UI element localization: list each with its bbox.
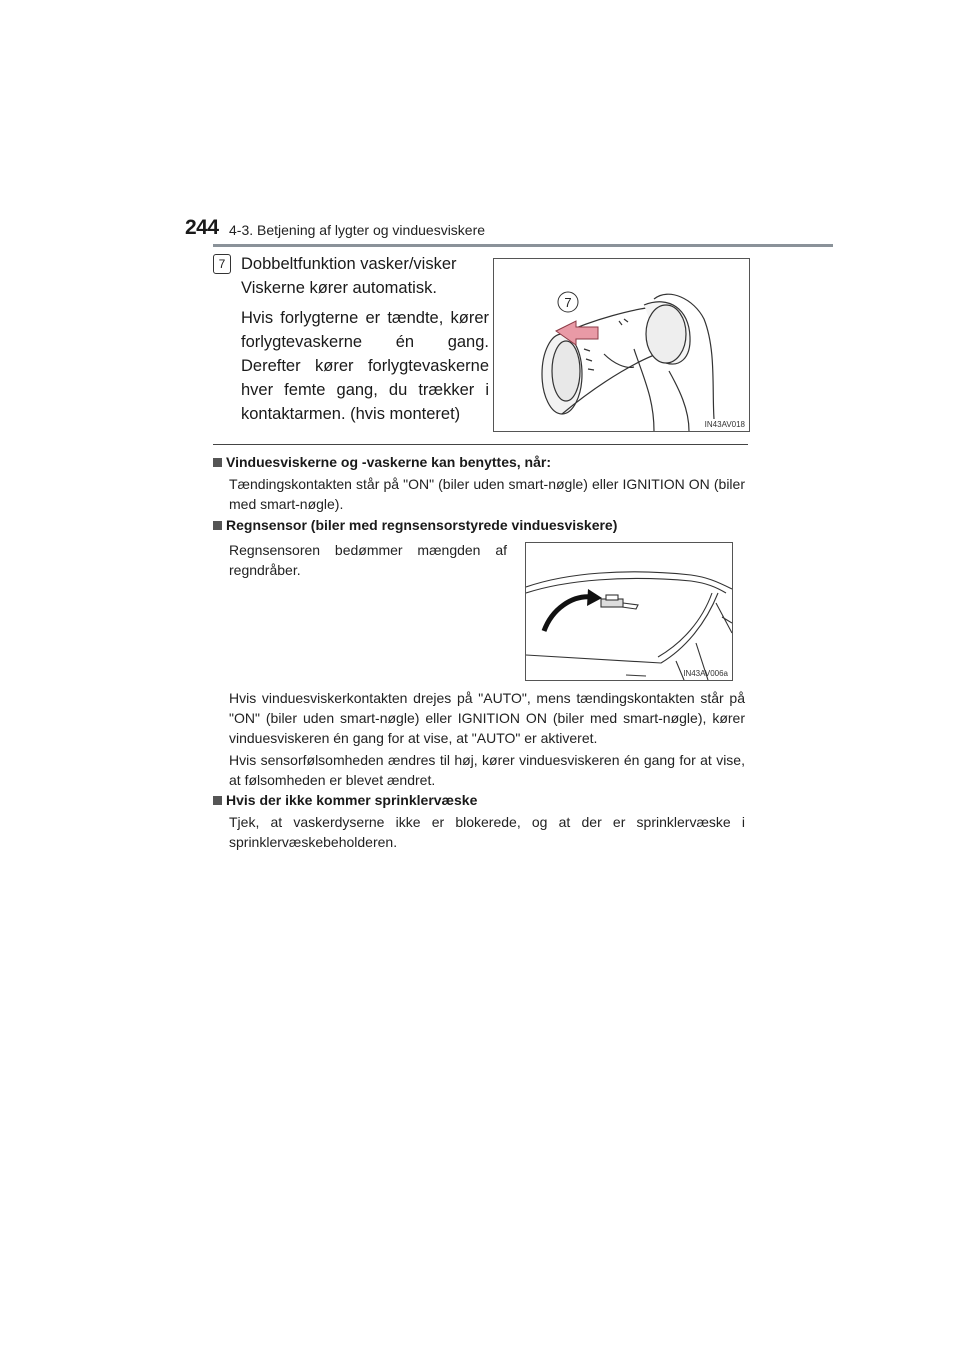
wiper-lever-drawing [494,259,749,431]
item-description: Viskerne kører automatisk. [241,279,437,297]
figure-code: IN43AV006a [683,669,728,678]
wiper-lever-illustration [493,258,750,432]
paragraph-rain-sensor-intro: Regnsensoren bedømmer mængden af regndråber. [229,542,507,578]
section-heading-rain-sensor: Regnsensor (biler med regnsensorstyrede vinduesviskere) [226,517,618,533]
bullet-square [213,458,222,467]
paragraph-usage: Tændingskontakten står på "ON" (biler uden smart-nøgle) eller IGNITION ON (biler med smart-nøgle). [229,476,745,512]
item-detail: Hvis forlygterne er tændte, kører forlygtevaskerne én gang. Derefter kører forlygtevaskerne hver femte gang, du trækker i kontaktarmen. (hvis monteret) [241,309,489,423]
windshield-drawing [526,543,732,680]
rain-sensor-illustration [525,542,733,681]
section-title: 4-3. Betjening af lygter og vinduesviskere [229,222,486,238]
section-divider [213,444,748,445]
header-rule [213,244,833,247]
page-number: 244 [185,216,219,239]
paragraph-auto-mode: Hvis vinduesviskerkontakten drejes på "AUTO", mens tændingskontakten står på "ON" (biler uden smart-nøgle) eller IGNITION ON (biler med smart-nøgle), kører vinduesviskeren én gang for at vise, at "AUTO" er aktiveret. [229,690,745,746]
figure-code: IN43AV018 [704,420,745,429]
bullet-square [213,521,222,530]
section-heading-usage: Vinduesviskerne og -vaskerne kan benyttes, når: [226,454,551,470]
section-heading-no-fluid: Hvis der ikke kommer sprinklervæske [226,792,478,808]
callout-number: 7 [564,295,572,310]
bullet-square [213,796,222,805]
paragraph-sensitivity: Hvis sensorfølsomheden ændres til høj, kører vinduesviskeren én gang for at vise, at følsomheden er blevet ændret. [229,752,745,788]
paragraph-no-fluid: Tjek, at vaskerdyserne ikke er blokerede, og at der er sprinklervæske i sprinklervæskebeholderen. [229,814,745,850]
item-title: Dobbeltfunktion vasker/visker [241,255,457,273]
item-number-badge: 7 [213,254,231,274]
